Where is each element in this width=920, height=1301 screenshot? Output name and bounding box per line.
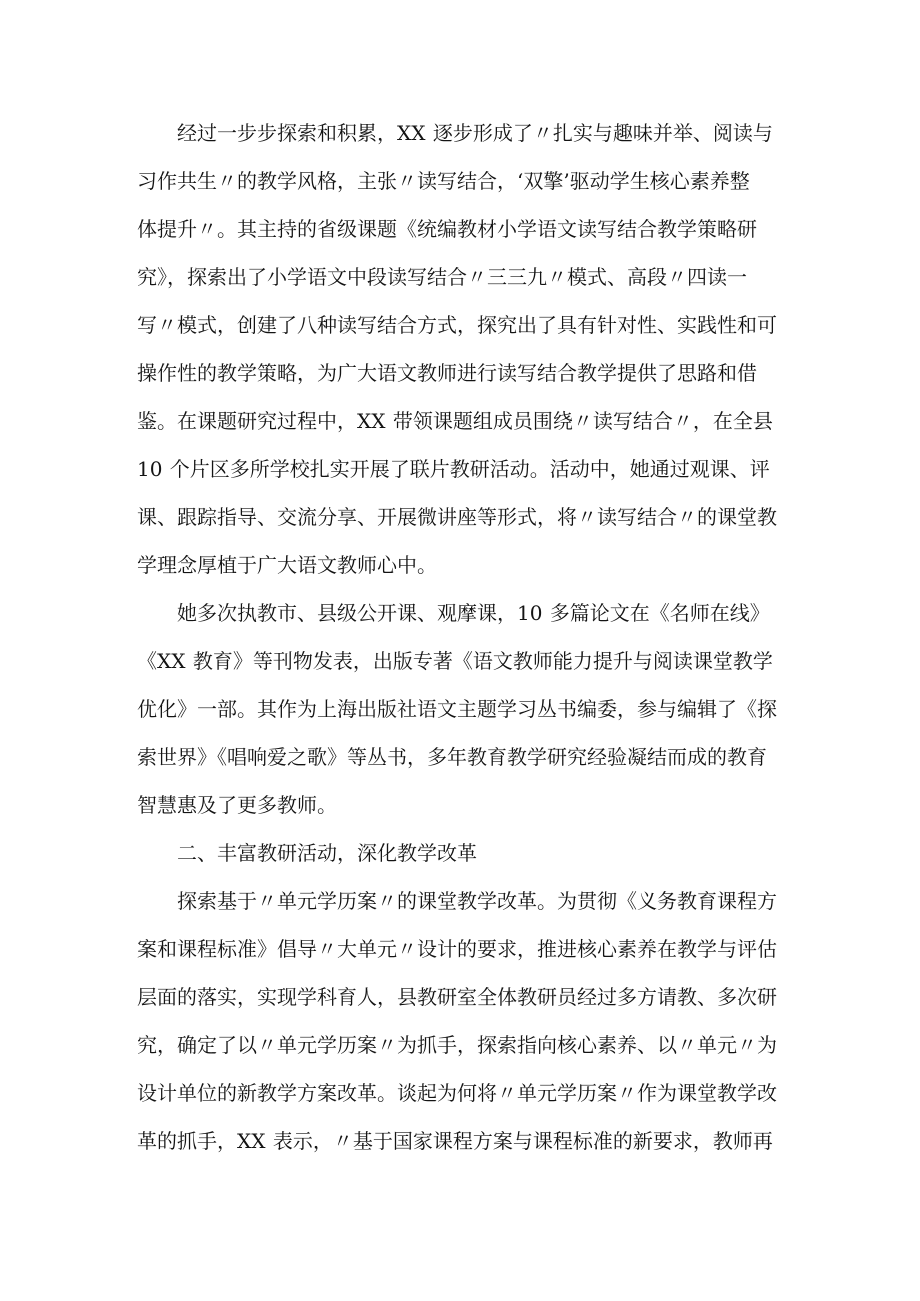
paragraph-teaching-style-line: 经过一步步探索和积累，XX 逐步形成了〃扎实与趣味并举、阅读与	[177, 121, 773, 145]
paragraph-teaching-style-line: 究》，探索出了小学语文中段读写结合〃三三九〃模式、高段〃四读一	[137, 265, 747, 289]
paragraph-teaching-style-line: 写〃模式，创建了八种读写结合方式，探究出了具有针对性、实践性和可	[137, 313, 777, 337]
paragraph-teaching-style-line: 操作性的教学策略，为广大语文教师进行读写结合教学提供了思路和借	[137, 361, 757, 385]
paragraph-unit-plan-reform-line: 案和课程标准》倡导〃大单元〃设计的要求，推进核心素养在教学与评估	[137, 937, 777, 961]
paragraph-unit-plan-reform-line: 革的抓手，XX 表示，〃基于国家课程方案与课程标准的新要求，教师再	[137, 1129, 773, 1153]
paragraph-teaching-style-line: 体提升〃。其主持的省级课题《统编教材小学语文读写结合教学策略研	[137, 217, 757, 241]
paragraph-teaching-style-line: 鉴。在课题研究过程中，XX 带领课题组成员围绕〃读写结合〃，在全县	[137, 409, 773, 433]
section-heading-2-line: 二、丰富教研活动，深化教学改革	[177, 841, 477, 865]
paragraph-publications-line: 《XX 教育》等刊物发表，出版专著《语文教师能力提升与阅读课堂教学	[137, 649, 773, 673]
paragraph-teaching-style-line: 10 个片区多所学校扎实开展了联片教研活动。活动中，她通过观课、评	[137, 457, 770, 481]
paragraph-publications-line: 索世界》《唱响爱之歌》等丛书，多年教育教学研究经验凝结而成的教育	[137, 745, 767, 769]
paragraph-publications-line: 优化》一部。其作为上海出版社语文主题学习丛书编委，参与编辑了《探	[137, 697, 777, 721]
paragraph-teaching-style-line: 习作共生〃的教学风格，主张〃读写结合，‘双擎’驱动学生核心素养整	[137, 169, 750, 193]
paragraph-teaching-style-line: 学理念厚植于广大语文教师心中。	[137, 553, 437, 577]
paragraph-unit-plan-reform-line: 层面的落实，实现学科育人，县教研室全体教研员经过多方请教、多次研	[137, 985, 777, 1009]
paragraph-unit-plan-reform-line: 设计单位的新教学方案改革。谈起为何将〃单元学历案〃作为课堂教学改	[137, 1081, 777, 1105]
paragraph-publications-line: 智慧惠及了更多教师。	[137, 793, 337, 817]
paragraph-teaching-style-line: 课、跟踪指导、交流分享、开展微讲座等形式，将〃读写结合〃的课堂教	[137, 505, 777, 529]
paragraph-unit-plan-reform-line: 探索基于〃单元学历案〃的课堂教学改革。为贯彻《义务教育课程方	[177, 889, 777, 913]
paragraph-unit-plan-reform-line: 究，确定了以〃单元学历案〃为抓手，探索指向核心素养、以〃单元〃为	[137, 1033, 777, 1057]
paragraph-publications-line: 她多次执教市、县级公开课、观摩课，10 多篇论文在《名师在线》	[177, 601, 770, 625]
